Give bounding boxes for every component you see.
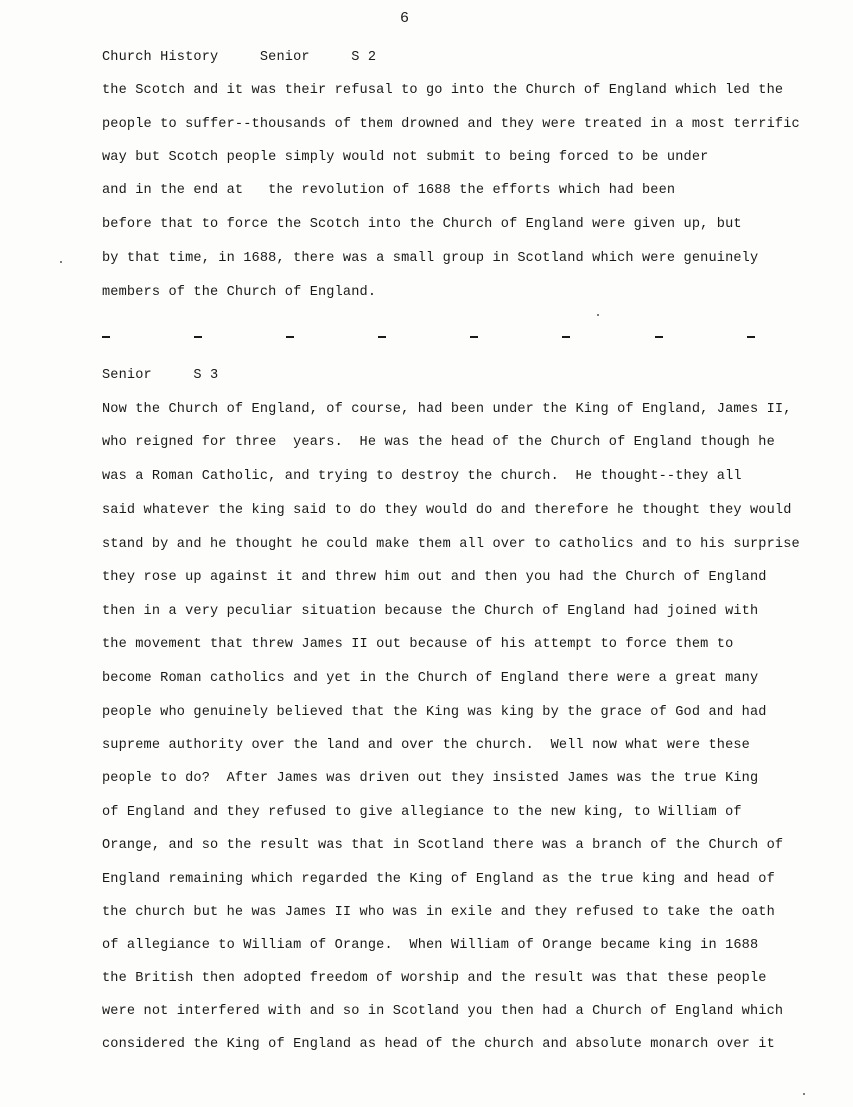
text-line: considered the King of England as head of the church and absolute monarch over it xyxy=(102,1037,775,1052)
separator-dash xyxy=(286,336,294,338)
text-line: the movement that threw James II out because of his attempt to force them to xyxy=(102,637,734,652)
text-line: who reigned for three years. He was the head of the Church of England though he xyxy=(102,435,775,450)
page-number: 6 xyxy=(400,10,410,27)
text-line: said whatever the king said to do they would do and therefore he thought they would xyxy=(102,503,792,518)
separator-dash xyxy=(747,336,755,338)
text-line: become Roman catholics and yet in the Church of England there were a great many xyxy=(102,671,759,686)
separator-dash xyxy=(562,336,570,338)
text-line: the Scotch and it was their refusal to go into the Church of England which led the xyxy=(102,83,784,98)
text-line: people to suffer--thousands of them drowned and they were treated in a most terrific xyxy=(102,117,800,132)
text-line: members of the Church of England. xyxy=(102,285,377,300)
text-line: people to do? After James was driven out they insisted James was the true King xyxy=(102,771,759,786)
section-header: Church History Senior S 2 xyxy=(102,50,377,65)
text-line: way but Scotch people simply would not submit to being forced to be under xyxy=(102,150,709,165)
text-line: Now the Church of England, of course, had been under the King of England, James II, xyxy=(102,402,792,417)
text-line: before that to force the Scotch into the Church of England were given up, but xyxy=(102,217,742,232)
text-line: then in a very peculiar situation because the Church of England had joined with xyxy=(102,604,759,619)
scan-speck xyxy=(803,1093,805,1095)
text-line: of allegiance to William of Orange. When William of Orange became king in 1688 xyxy=(102,938,759,953)
text-line: the church but he was James II who was in exile and they refused to take the oath xyxy=(102,905,775,920)
text-line: people who genuinely believed that the King was king by the grace of God and had xyxy=(102,705,767,720)
scan-speck xyxy=(597,314,599,316)
separator-dash xyxy=(102,336,110,338)
text-line: of England and they refused to give allegiance to the new king, to William of xyxy=(102,805,742,820)
text-line: was a Roman Catholic, and trying to destroy the church. He thought--they all xyxy=(102,469,742,484)
text-line: stand by and he thought he could make them all over to catholics and to his surprise xyxy=(102,537,800,552)
text-line: Orange, and so the result was that in Scotland there was a branch of the Church of xyxy=(102,838,784,853)
separator-dash xyxy=(194,336,202,338)
text-line: the British then adopted freedom of worship and the result was that these people xyxy=(102,971,767,986)
text-line: by that time, in 1688, there was a small group in Scotland which were genuinely xyxy=(102,251,759,266)
text-line: and in the end at the revolution of 1688 the efforts which had been xyxy=(102,183,676,198)
separator-dash xyxy=(655,336,663,338)
section-header: Senior S 3 xyxy=(102,368,219,383)
text-line: were not interfered with and so in Scotland you then had a Church of England which xyxy=(102,1004,784,1019)
scan-speck xyxy=(60,261,62,263)
separator-dash xyxy=(470,336,478,338)
separator-dash xyxy=(378,336,386,338)
text-line: supreme authority over the land and over the church. Well now what were these xyxy=(102,738,750,753)
text-line: England remaining which regarded the King of England as the true king and head of xyxy=(102,872,775,887)
text-line: they rose up against it and threw him out and then you had the Church of England xyxy=(102,570,767,585)
